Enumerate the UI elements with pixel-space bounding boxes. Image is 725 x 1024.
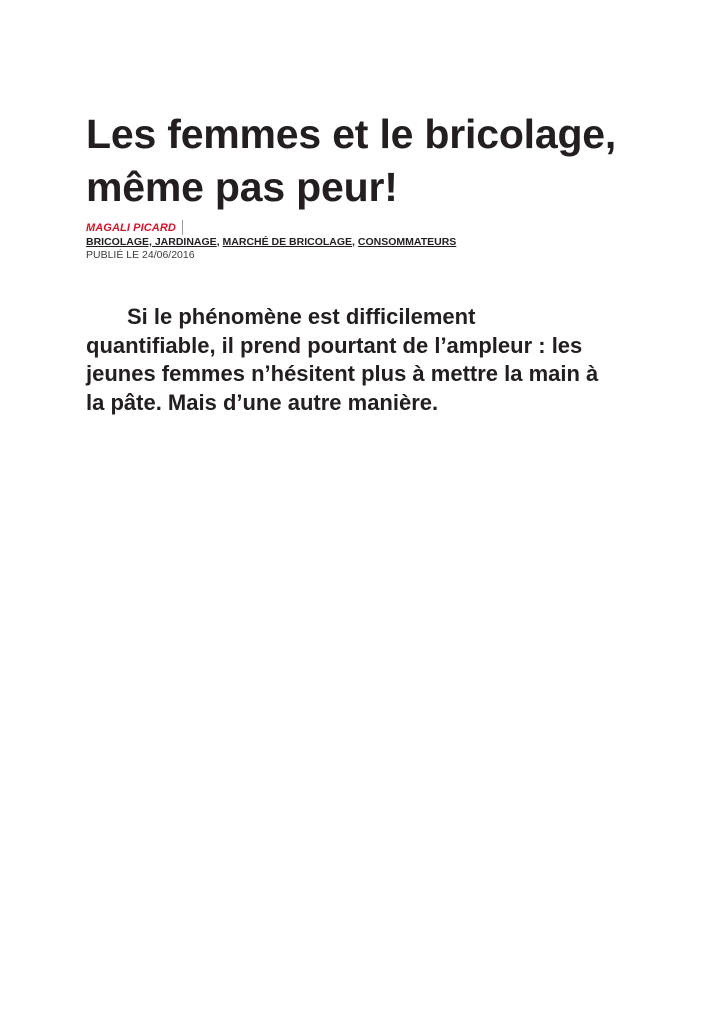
publish-date: PUBLIÉ LE 24/06/2016 <box>86 249 195 261</box>
tag-consommateurs[interactable]: CONSOMMATEURS <box>357 236 457 248</box>
author-link[interactable]: MAGALI PICARD <box>86 221 176 234</box>
article <box>86 108 646 417</box>
tag-separator: , <box>216 236 223 248</box>
headline-line-1: Les femmes et le bricolage, <box>86 111 617 157</box>
tag-marche-de-bricolage[interactable]: MARCHÉ DE BRICOLAGE <box>222 236 353 248</box>
byline <box>86 220 646 262</box>
tag-bricolage-jardinage[interactable]: BRICOLAGE, JARDINAGE <box>86 236 217 248</box>
author-row <box>86 220 646 235</box>
tag-separator: , <box>352 236 358 248</box>
headline-line-2: même pas peur! <box>86 164 398 210</box>
tag-list <box>86 235 646 249</box>
article-lead: Si le phénomène est difficilement quantifiable, il prend pourtant de l’ampleur : les jeunes femmes n’hésitent plus à mettre la main à la pâte. Mais d’une autre manière. <box>86 304 599 415</box>
byline-divider <box>182 220 183 235</box>
article-headline <box>86 108 646 214</box>
